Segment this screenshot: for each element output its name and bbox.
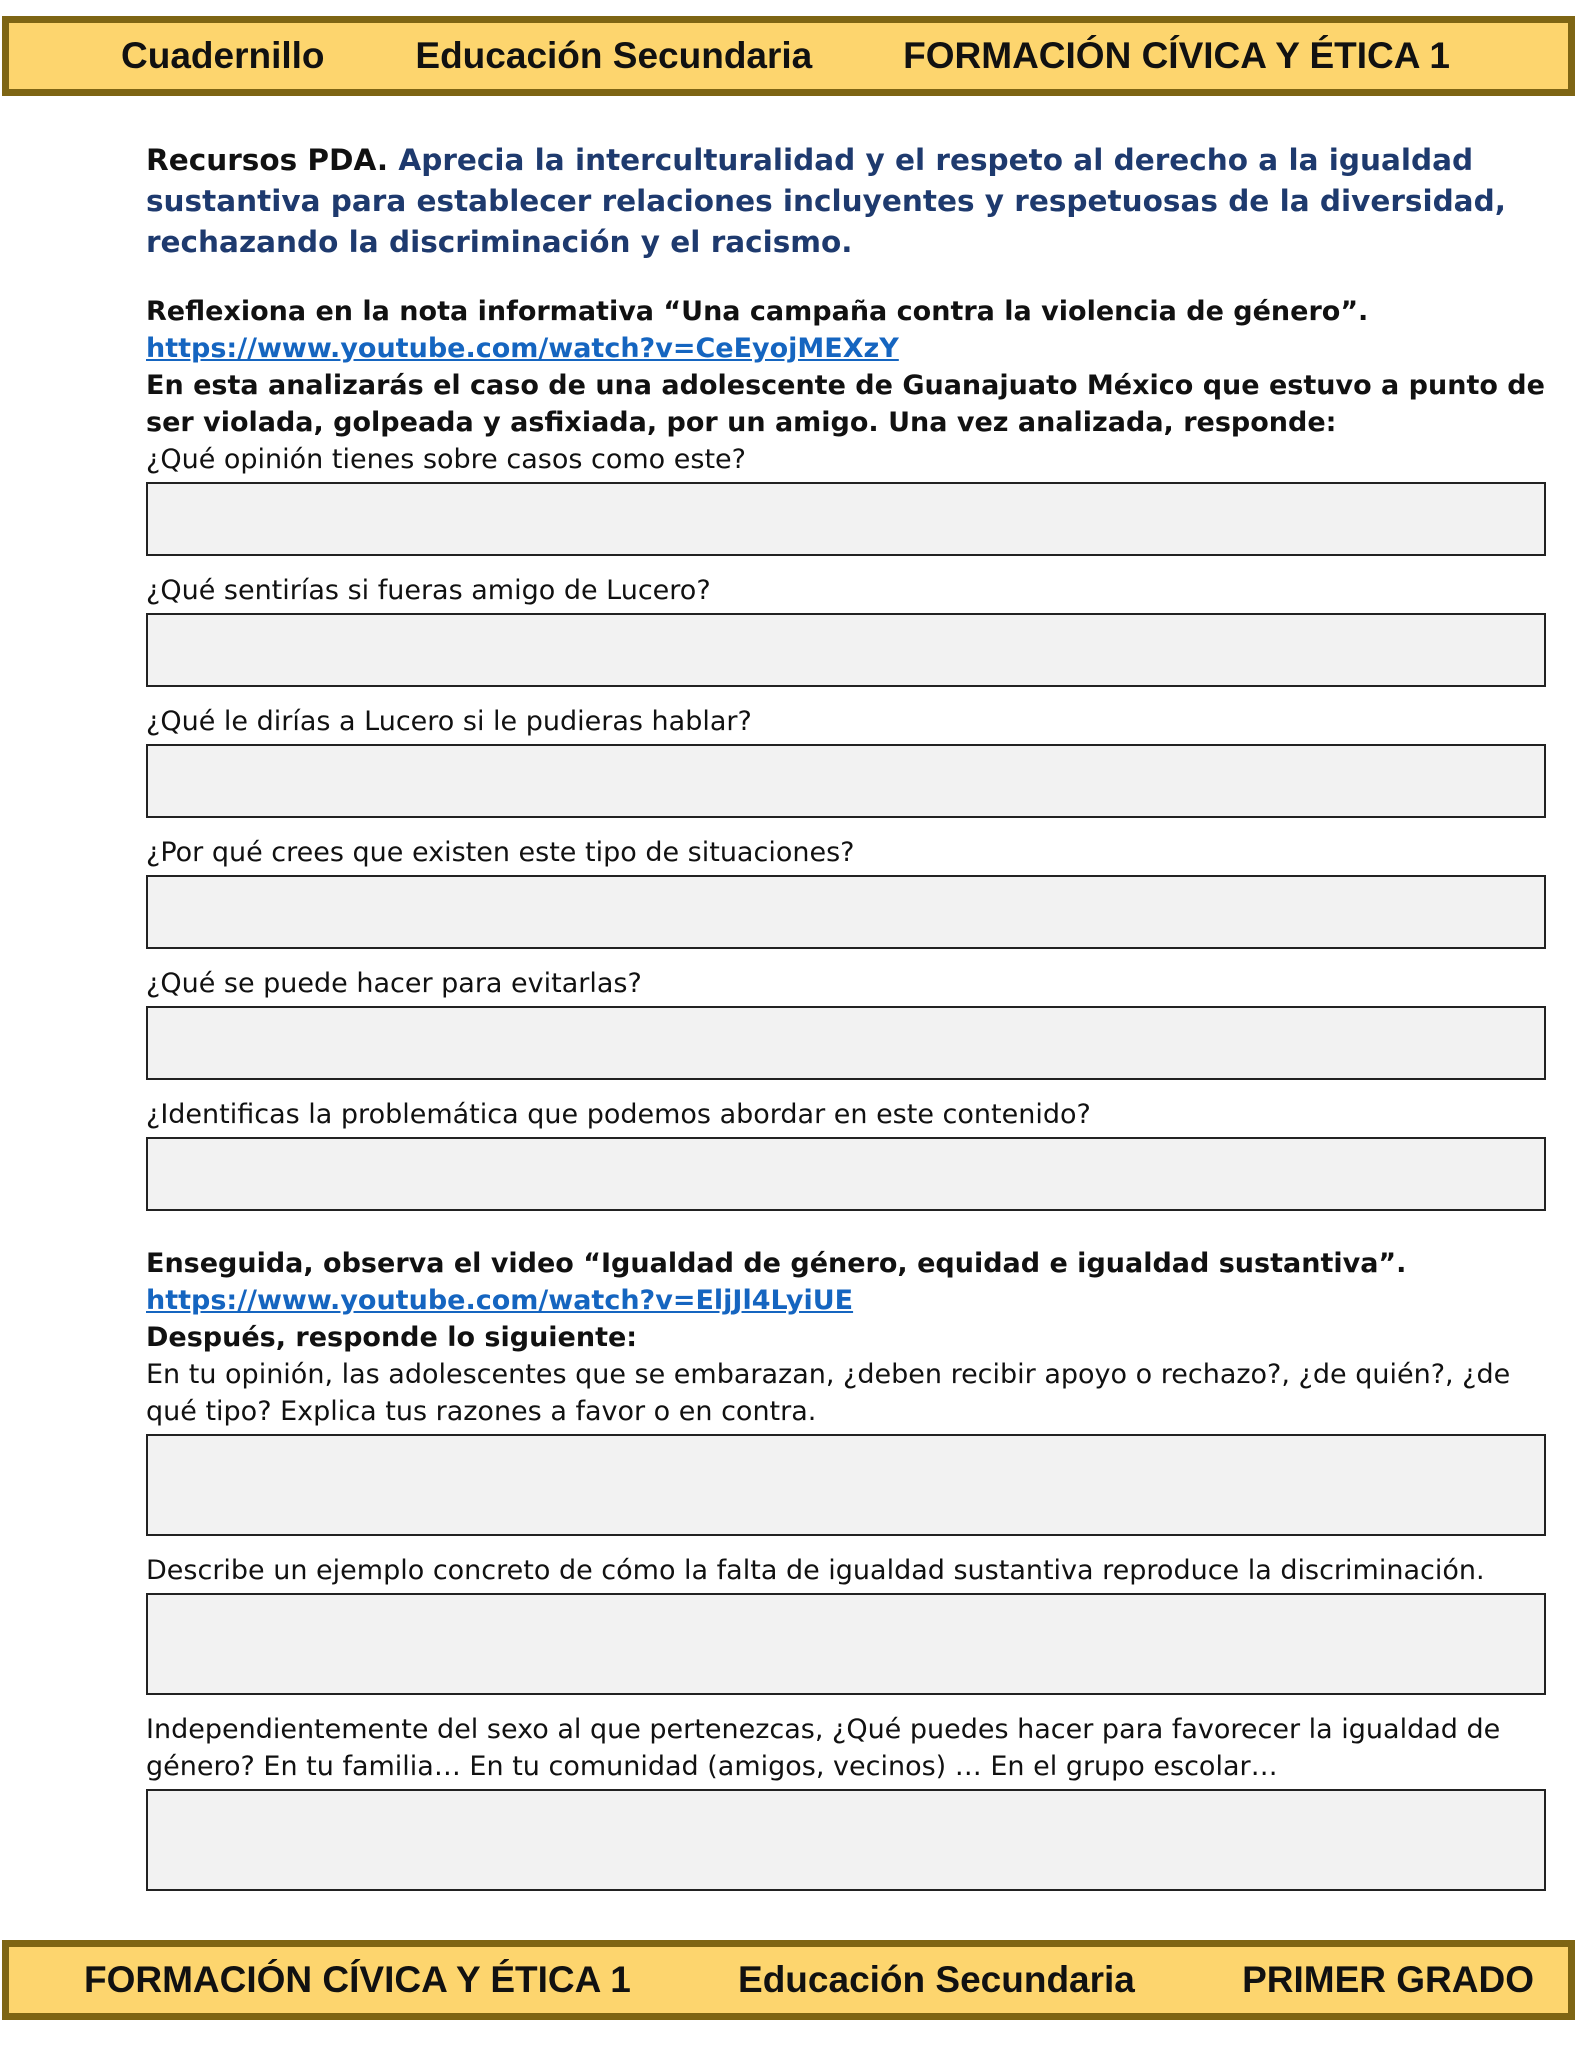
- header-center: Educación Secundaria: [415, 35, 813, 76]
- worksheet-content: [146, 140, 1546, 1891]
- question: ¿Qué le dirías a Lucero si le pudieras hablar?: [146, 706, 752, 737]
- section2-intro: Enseguida, observa el video “Igualdad de género, equidad e igualdad sustantiva”.: [146, 1248, 1407, 1279]
- footer-center: Educación Secundaria: [738, 1959, 1135, 2000]
- footer-band: [2, 1940, 1575, 2020]
- question: Independientemente del sexo al que pertenezcas, ¿Qué puedes hacer para favorecer la igualdad de género? En tu familia… En tu comunidad (amigos, vecinos) … En el grupo escolar…: [146, 1714, 1501, 1782]
- answer-box[interactable]: [146, 1434, 1546, 1536]
- answer-box[interactable]: [146, 613, 1546, 687]
- section1-description: En esta analizarás el caso de una adolescente de Guanajuato México que estuvo a punto de ser violada, golpeada y asfixiada, por un amigo. Una vez analizada, responde:: [146, 370, 1545, 438]
- section2-video-link[interactable]: https://www.youtube.com/watch?v=EljJl4LyiUE: [146, 1285, 854, 1316]
- footer-left: FORMACIÓN CÍVICA Y ÉTICA 1: [84, 1959, 631, 2000]
- answer-box[interactable]: [146, 1137, 1546, 1211]
- answer-box[interactable]: [146, 1006, 1546, 1080]
- question: ¿Qué sentirías si fueras amigo de Lucero?: [146, 575, 711, 606]
- pda-label: Recursos PDA.: [146, 143, 389, 177]
- section1-intro: Reflexiona en la nota informativa “Una campaña contra la violencia de género”.: [146, 296, 1369, 327]
- answer-box[interactable]: [146, 1789, 1546, 1891]
- question: ¿Qué opinión tienes sobre casos como este?: [146, 444, 746, 475]
- question: ¿Por qué crees que existen este tipo de situaciones?: [146, 837, 855, 868]
- question: ¿Identificas la problemática que podemos abordar en este contenido?: [146, 1099, 1091, 1130]
- answer-box[interactable]: [146, 744, 1546, 818]
- pda-statement: [146, 140, 1546, 263]
- pda-text: Aprecia la interculturalidad y el respeto al derecho a la igualdad sustantiva para establecer relaciones incluyentes y respetuosas de la diversidad, rechazando la discriminación y el racismo.: [146, 143, 1506, 259]
- section1-video-link[interactable]: https://www.youtube.com/watch?v=CeEyojMEXzY: [146, 333, 899, 364]
- answer-box[interactable]: [146, 875, 1546, 949]
- header-left: Cuadernillo: [121, 35, 325, 76]
- footer-right: PRIMER GRADO: [1242, 1959, 1534, 2000]
- section2-instruction: Después, responde lo siguiente:: [146, 1322, 638, 1353]
- question: Describe un ejemplo concreto de cómo la falta de igualdad sustantiva reproduce la discriminación.: [146, 1555, 1485, 1586]
- question: ¿Qué se puede hacer para evitarlas?: [146, 968, 642, 999]
- question: En tu opinión, las adolescentes que se embarazan, ¿deben recibir apoyo o rechazo?, ¿de quién?, ¿de qué tipo? Explica tus razones a favor o en contra.: [146, 1359, 1511, 1427]
- answer-box[interactable]: [146, 1593, 1546, 1695]
- answer-box[interactable]: [146, 482, 1546, 556]
- header-band: [2, 16, 1575, 96]
- header-right: FORMACIÓN CÍVICA Y ÉTICA 1: [903, 35, 1450, 76]
